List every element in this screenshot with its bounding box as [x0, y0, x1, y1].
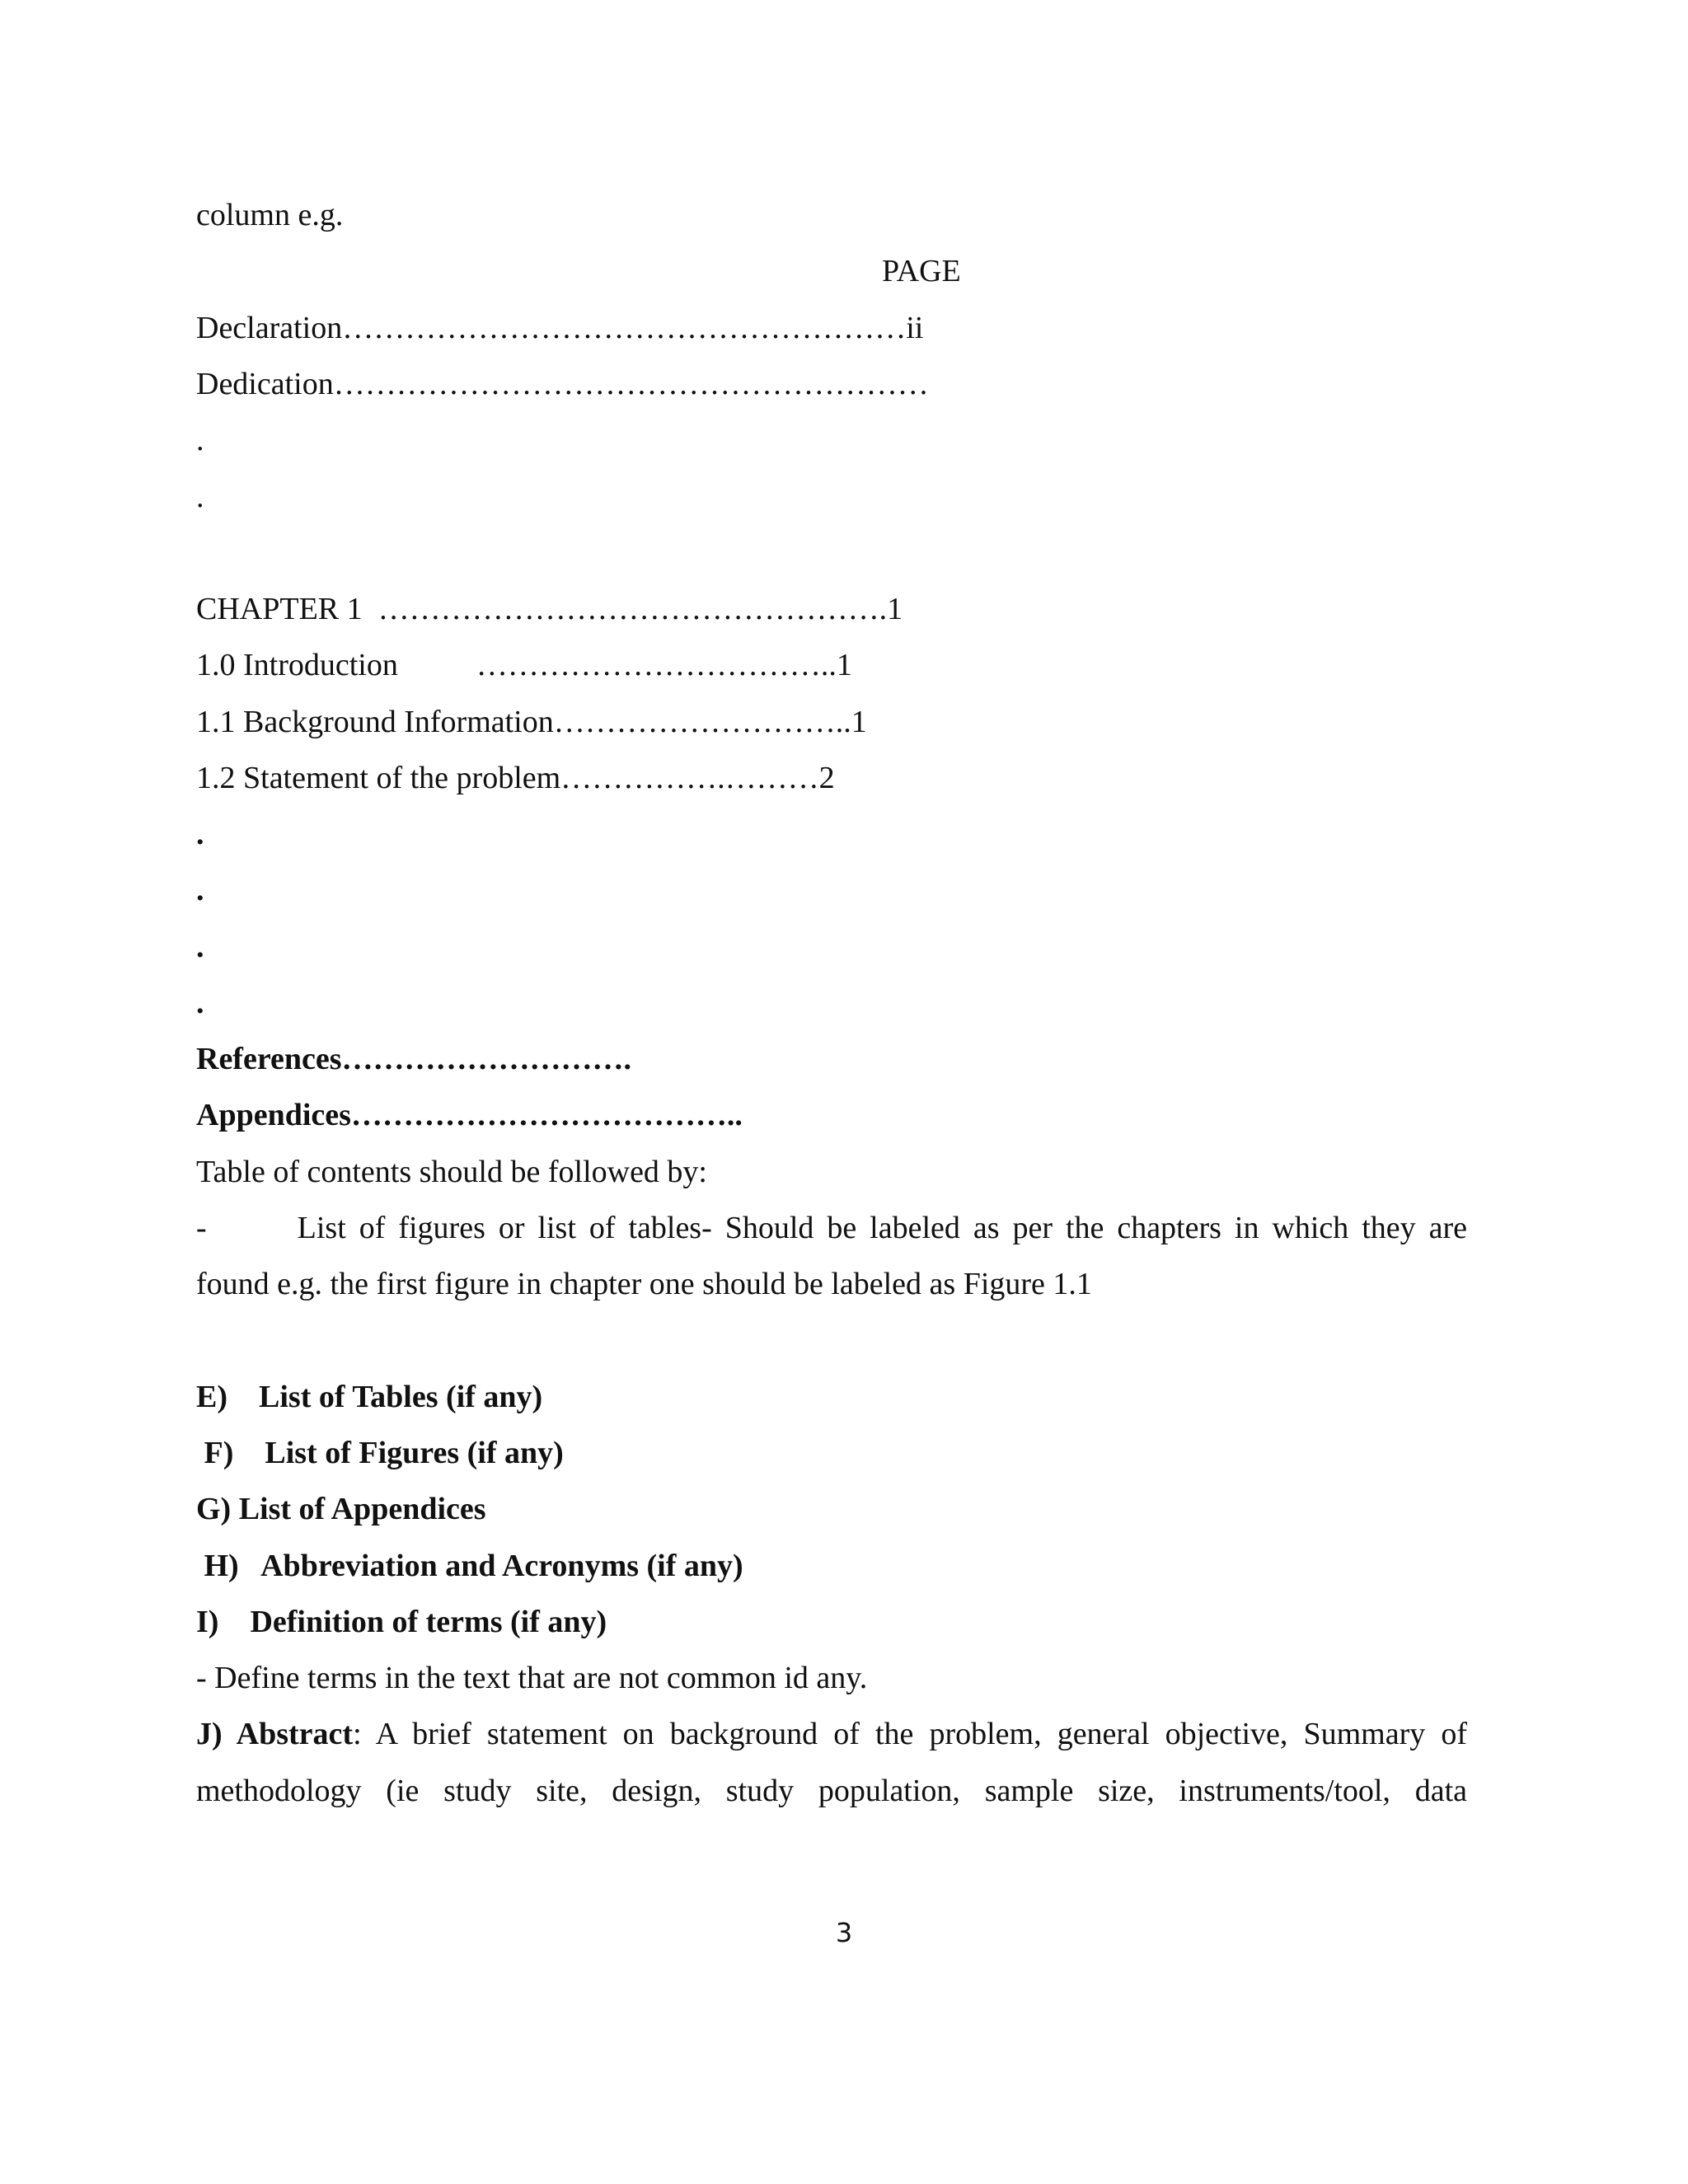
section-list-of-tables: E) List of Tables (if any) — [196, 1380, 543, 1414]
toc-entry-dedication: Dedication………………………………………………… — [196, 367, 929, 401]
define-terms-text: - Define terms in the text that are not common id any. — [196, 1661, 868, 1695]
toc-entry-introduction: 1.0 Introduction ……………………………..1 — [196, 648, 852, 682]
toc-ellipsis-dot: . — [196, 873, 204, 907]
list-dash: - — [196, 1211, 207, 1245]
figure-note-line2: found e.g. the first figure in chapter one should be labeled as Figure 1.1 — [196, 1267, 1092, 1301]
toc-entry-references: References………………………. — [196, 1042, 632, 1076]
abstract-line1 — [196, 1715, 1467, 1753]
intro-line: column e.g. — [196, 198, 344, 232]
toc-entry-appendices: Appendices……………………………….. — [196, 1098, 743, 1132]
toc-entry-statement: 1.2 Statement of the problem…………….………2 — [196, 761, 835, 795]
figure-note-line1 — [196, 1209, 1467, 1247]
toc-ellipsis-dot: . — [196, 986, 204, 1020]
toc-page-header: PAGE — [882, 254, 961, 288]
toc-ellipsis-dot: . — [196, 423, 204, 457]
abstract-line2: methodology (ie study site, design, study population, sample size, instruments/tool, data — [196, 1774, 1467, 1808]
section-definition-of-terms: I) Definition of terms (if any) — [196, 1605, 607, 1639]
section-list-of-figures: F) List of Figures (if any) — [196, 1436, 564, 1470]
toc-ellipsis-dot: . — [196, 817, 204, 851]
abstract-text: : A brief statement on background of the problem, general objective, Summary of — [353, 1717, 1467, 1751]
page-number: 3 — [835, 1917, 853, 1948]
abstract-label: J) Abstract — [196, 1717, 354, 1751]
toc-entry-chapter1: CHAPTER 1 ………………………………………….1 — [196, 592, 903, 626]
toc-entry-background: 1.1 Background Information………………………..1 — [196, 705, 867, 739]
figure-note-text: List of figures or list of tables- Should be labeled as per the chapters in which they are — [297, 1211, 1467, 1245]
toc-ellipsis-dot: . — [196, 930, 204, 964]
section-abbreviations: H) Abbreviation and Acronyms (if any) — [196, 1549, 743, 1583]
toc-entry-declaration: Declaration………………………………………………ii — [196, 311, 924, 345]
section-list-of-appendices: G) List of Appendices — [196, 1492, 486, 1526]
toc-ellipsis-dot: . — [196, 480, 204, 514]
follow-text: Table of contents should be followed by: — [196, 1155, 707, 1189]
